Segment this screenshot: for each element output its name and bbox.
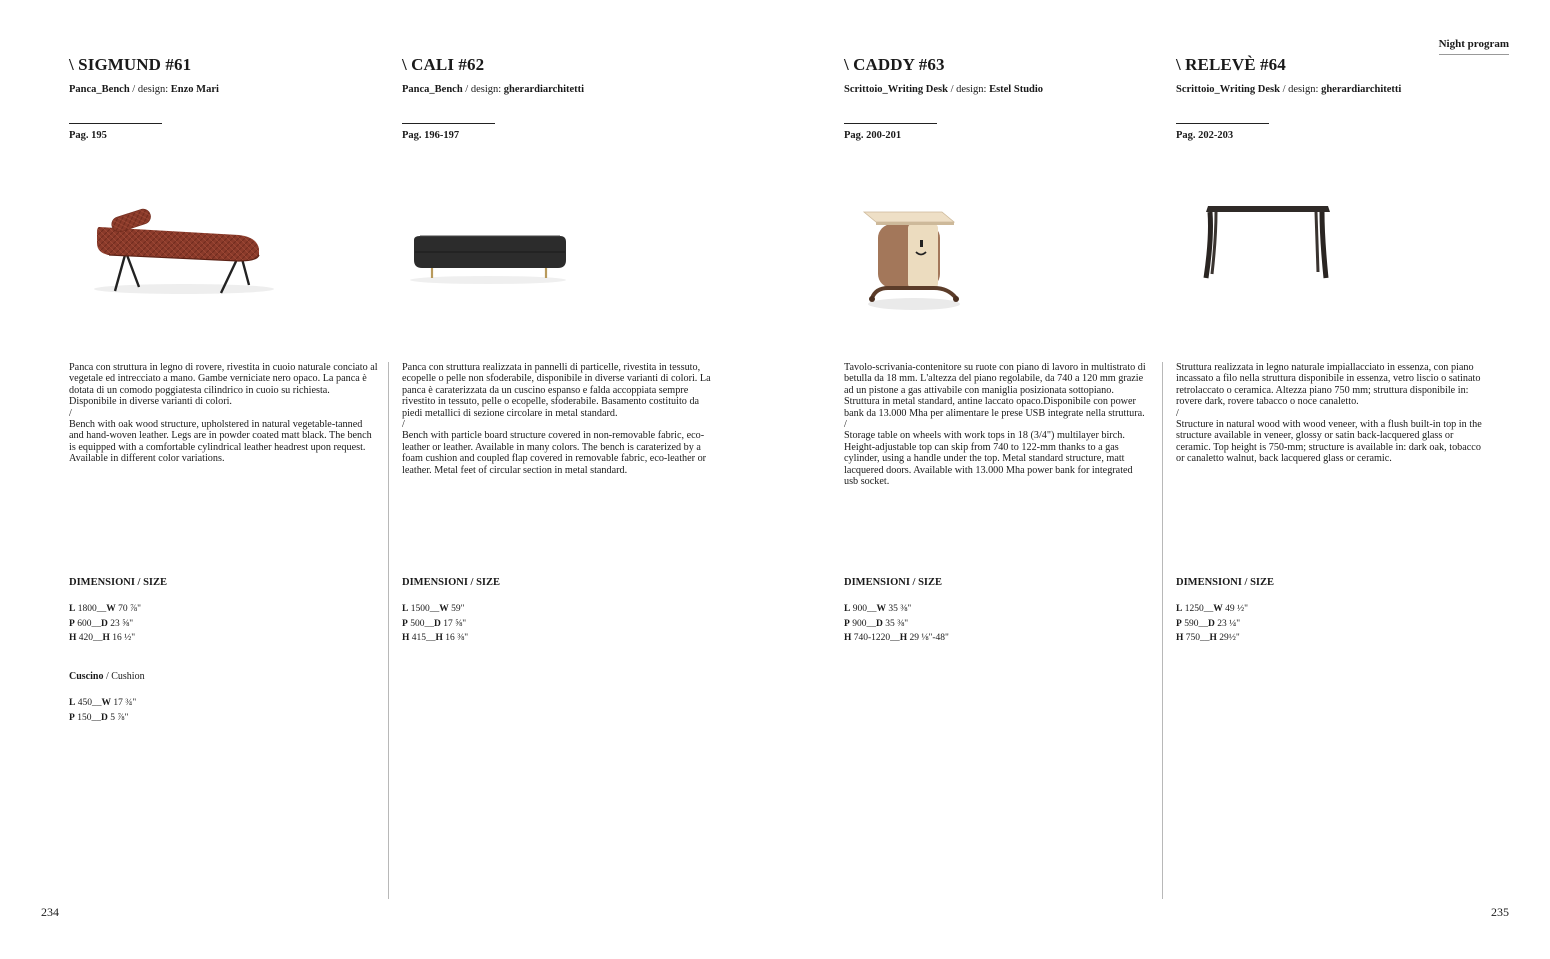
- description-separator: /: [844, 419, 847, 431]
- product-description: [402, 362, 714, 476]
- product-releve: [1176, 0, 1486, 959]
- design-separator: / design:: [947, 84, 990, 95]
- description-italian: Panca con struttura in legno di rovere, rivestita in cuoio naturale conciato al vegetale ed intrecciato a mano. Gambe verniciate nero opaco. La panca è dotata di un comodo poggiatesta cilindrico in cuoio su richiesta. Disponibile in diverse varianti di colori.: [69, 362, 378, 408]
- product-sigmund: [69, 0, 379, 959]
- product-description: [69, 362, 379, 465]
- product-designer: gherardiarchitetti: [503, 84, 585, 95]
- product-description: [844, 362, 1148, 487]
- product-designer: gherardiarchitetti: [1321, 84, 1402, 95]
- page-reference: Pag. 196-197: [402, 130, 460, 141]
- dimension-row: L 1800__W 70 ⅞": [69, 604, 141, 614]
- product-subtitle: [844, 84, 1043, 95]
- product-subtitle: [69, 84, 219, 95]
- dimensions-title: DIMENSIONI / SIZE: [69, 577, 168, 588]
- dimension-row: P 500__D 17 ⅝": [402, 618, 467, 629]
- dimension-row: L 1250__W 49 ½": [1176, 604, 1248, 614]
- description-separator: /: [1176, 407, 1179, 419]
- description-english: Structure in natural wood with wood veneer, with a flush built-in top in the structure available in veneer, glossy or satin back-lacquered glass or ceramic. Top height is 750-mm; structure is available in: dark oak, tobacco or canaletto walnut, back lacquered glass or ceramic.: [1176, 419, 1482, 465]
- dimension-row: H 750__H 29½": [1176, 633, 1240, 644]
- page-reference: Pag. 200-201: [844, 130, 902, 141]
- dimension-row: L 450__W 17 ¾": [69, 698, 137, 708]
- dimension-row: P 600__D 23 ⅝": [69, 618, 134, 629]
- dimension-row: P 900__D 35 ⅜": [844, 618, 909, 629]
- design-separator: / design:: [462, 84, 504, 95]
- product-type: Scrittoio_Writing Desk: [844, 84, 948, 95]
- product-subtitle: [402, 84, 584, 95]
- design-separator: / design:: [1279, 84, 1322, 95]
- description-separator: /: [402, 419, 405, 431]
- desk-caddy-photo: [858, 202, 978, 320]
- product-type: Scrittoio_Writing Desk: [1176, 84, 1280, 95]
- title-rule: [844, 123, 937, 124]
- description-italian: Tavolo-scrivania-contenitore su ruote con piano di lavoro in multistrato di betulla da 18 mm. L'altezza del piano regolabile, da 740 a 120 mm grazie ad un pistone a gas attivabile con maniglia posizionata sottopiano. Struttura in metal standard, antine laccato opaco.Disponibile con power bank da 13.000 Mha per alimentare le prese USB integrate nella struttura.: [844, 362, 1146, 419]
- title-rule: [1176, 123, 1269, 124]
- description-italian: Panca con struttura realizzata in pannelli di particelle, rivestita in tessuto, ecopelle o pelle non sfoderabile, disponibile in diverse varianti di colori. La panca è caraterizzata da un cuscino espanso e falda accoppiata sempre rivestito in tessuto, pelle o ecopelle, sfoderabile. Basamento costituito da piedi metallici di sezione circolare in metal standard.: [402, 362, 711, 419]
- dimensions-title: DIMENSIONI / SIZE: [1176, 577, 1275, 588]
- description-italian: Struttura realizzata in legno naturale impiallacciato in essenza, con piano incassato a filo nella struttura disponibile in essenza, vetro liscio o satinato retrolaccato o ceramica. Altezza piano 750 mm; struttura disponibile in: rovere dark, rovere tabacco o noce canaletto.: [1176, 362, 1481, 408]
- product-subtitle: [1176, 84, 1401, 95]
- dimensions-title: DIMENSIONI / SIZE: [844, 577, 943, 588]
- description-english: Bench with oak wood structure, upholstered in natural vegetable-tanned and hand-woven leather. Legs are in powder coated matt black. The bench is equipped with a comfortable cylindrical leather headrest upon request. Available in different color variations.: [69, 419, 372, 465]
- product-type: Panca_Bench: [69, 84, 130, 95]
- dimension-row: H 420__H 16 ½": [69, 633, 136, 644]
- design-separator: / design:: [129, 84, 171, 95]
- page-number-right: 235: [1491, 905, 1509, 919]
- product-designer: Enzo Mari: [170, 84, 219, 95]
- dimensions-list: [1176, 602, 1248, 646]
- page-reference: Pag. 202-203: [1176, 130, 1234, 141]
- dimension-row: L 1500__W 59": [402, 604, 465, 614]
- daybed-photo: [89, 205, 289, 305]
- title-rule: [69, 123, 162, 124]
- description-english: Storage table on wheels with work tops in 18 (3/4") multilayer birch. Height-adjustable top can skip from 740 to 122-mm thanks to a gas cylinder, using a handle under the top. Metal standard structure, matt lacquered doors. Available with 13.000 Mha power bank for integrated usb socket.: [844, 430, 1133, 488]
- bench-photo: [406, 230, 576, 290]
- dimensions-list: [844, 602, 949, 646]
- product-cali: [402, 0, 714, 959]
- page-number-left: 234: [41, 905, 59, 919]
- dimensions-title: DIMENSIONI / SIZE: [402, 577, 501, 588]
- product-title: \ RELEVÈ #64: [1176, 55, 1286, 74]
- console-desk-photo: [1200, 198, 1336, 284]
- dimension-row: H 740-1220__H 29 ⅛"-48": [844, 633, 949, 644]
- cushion-dimensions: [69, 696, 136, 725]
- product-type: Panca_Bench: [402, 84, 463, 95]
- dimension-row: L 900__W 35 ⅜": [844, 604, 912, 614]
- product-caddy: [844, 0, 1148, 959]
- product-designer: Estel Studio: [989, 84, 1044, 95]
- product-title: \ CALI #62: [402, 55, 485, 74]
- product-title: \ SIGMUND #61: [69, 55, 192, 74]
- dimensions-list: [402, 602, 468, 646]
- section-label: Night program: [1439, 38, 1509, 55]
- description-english: Bench with particle board structure covered in non-removable fabric, eco-leather or leather. Available in many colors. The bench is caraterized by a foam cushion and coupled flap covered in removable fabric, eco-leather or leather. Metal feet of circular section in metal standard.: [402, 430, 707, 476]
- dimension-row: H 415__H 16 ⅜": [402, 633, 469, 644]
- column-divider-left: [388, 362, 389, 899]
- product-description: [1176, 362, 1486, 465]
- page-reference: Pag. 195: [69, 130, 107, 141]
- dimension-row: P 590__D 23 ¼": [1176, 618, 1241, 629]
- column-divider-right: [1162, 362, 1163, 899]
- dimension-row: P 150__D 5 ⅞": [69, 712, 129, 723]
- cushion-title: Cuscino / Cushion: [69, 671, 145, 682]
- description-separator: /: [69, 407, 72, 419]
- title-rule: [402, 123, 495, 124]
- product-title: \ CADDY #63: [844, 55, 945, 74]
- dimensions-list: [69, 602, 141, 646]
